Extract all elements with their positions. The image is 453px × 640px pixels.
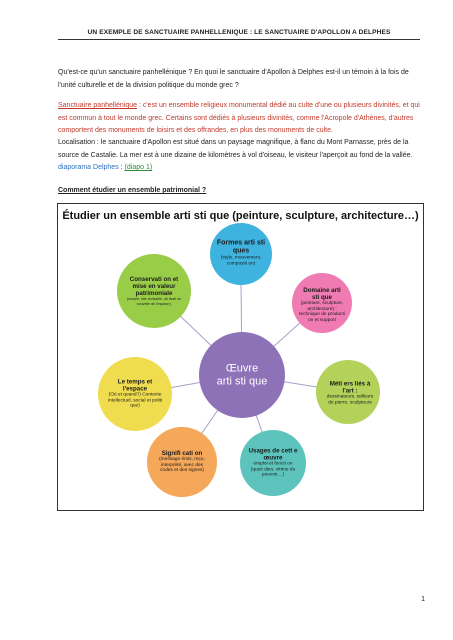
node-usages: Usages de cett e œuvre emploi et foncti on (quoti dien, vitrine du pouvoir…) xyxy=(248,447,298,478)
page-header: UN EXEMPLE DE SANCTUAIRE PANHELLENIQUE : LE SANCTUAIRE D'APOLLON A DELPHES xyxy=(58,29,420,40)
center-node: Œuvre arti sti que xyxy=(216,362,268,387)
node-signification: Signifi cati on (message émis, reçu, interprété, avec des codes et des signes) xyxy=(159,450,205,474)
node-formes: Formes arti sti ques (style, mouvement, compositi on) xyxy=(216,239,266,267)
definition-paragraph xyxy=(58,100,420,138)
localisation-text: Localisation : le sanctuaire d'Apollon est situé dans un paysage magnifique, à flanc du Mont Parnasse, près de la source de Castalie. La mer est à une dizaine de kilomètres à vol d'oiseau, le visiteur l'aperçoit au fond de la vallée. xyxy=(58,139,413,159)
node-conservation: Conservati on et mise en valeur patrimoniale (musée, site révisable, uti lisati on nouvelle de l'espace;) xyxy=(127,276,181,306)
diagram-frame xyxy=(57,203,424,511)
intro-paragraph: Qu'est-ce qu'un sanctuaire panhellénique ? En quoi le sanctuaire d'Apollon à Delphes est-il un témoin à la fois de l'unité culturelle et de la division politique du monde grec ? xyxy=(58,69,409,89)
definition-term: Sanctuaire panhellénique xyxy=(58,102,138,109)
question-heading: Comment étudier un ensemble patrimonial ? xyxy=(58,187,207,194)
definition-text: : c'est un ensemble religieux monumental dédié au culte d'une ou plusieurs divinités, et qui est commun à tout le monde grec. Certains sont dédiés à plusieurs divinités, comme l'Acropole d'Athènes, d'autres comportent des monuments de loisirs et des offrandes, en plus des monuments de culte. xyxy=(58,102,420,134)
diapo-link[interactable]: (diapo 1) xyxy=(124,164,153,171)
diagram-title: Étudier un ensemble arti sti que (peinture, sculpture, architecture…) xyxy=(62,210,419,222)
node-metiers: Méti ers liés à l'art : dessinateurs, tailleurs de pierre, sculpteurs xyxy=(326,380,374,406)
diaporama-separator: : xyxy=(118,164,125,171)
localisation-paragraph xyxy=(58,137,420,175)
diaporama-link[interactable]: diaporama Delphes xyxy=(58,164,119,171)
page-number: 1 xyxy=(421,596,425,603)
node-temps: Le temps et l'espace (Où et quand?) Contexte intellectuel, social et politi que) xyxy=(107,378,163,409)
node-domaine: Domaine arti sti que (peinture, sculpture, architecture) : technique de producti on et support xyxy=(299,286,345,323)
